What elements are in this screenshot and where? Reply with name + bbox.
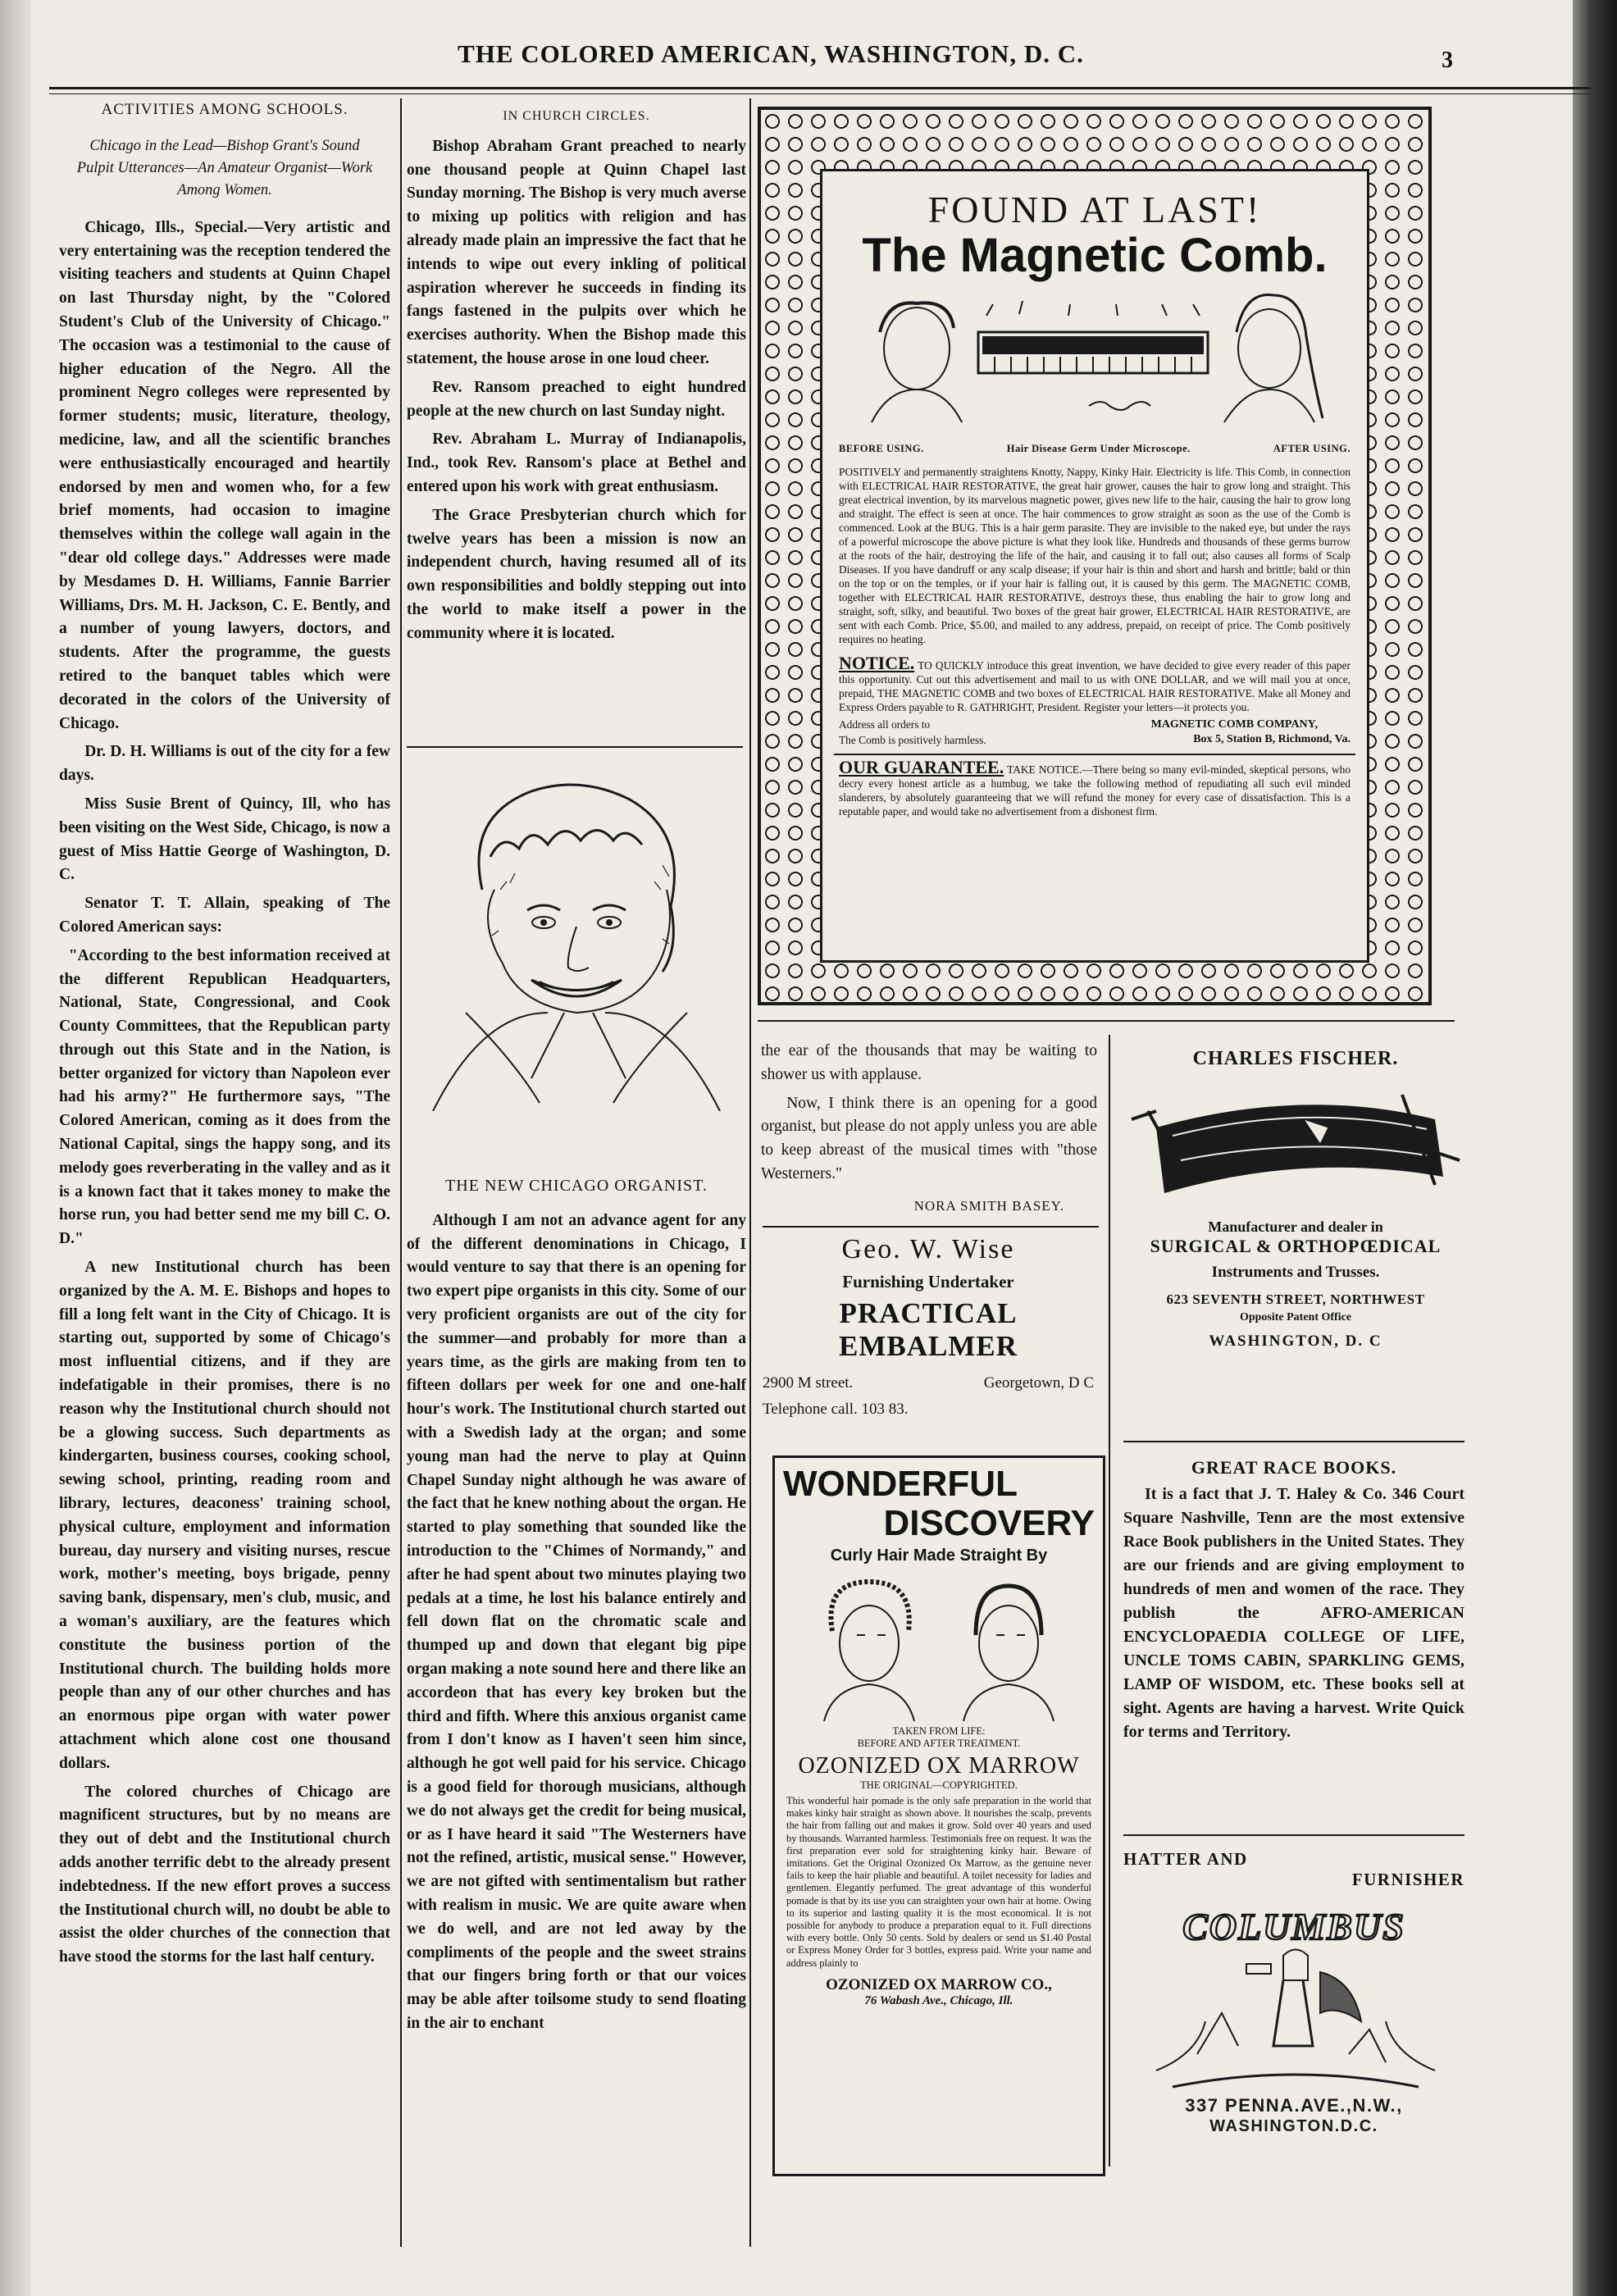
marrow-title-2: DISCOVERY (883, 1503, 1095, 1543)
article-head-schools: ACTIVITIES AMONG SCHOOLS. (101, 101, 348, 118)
comb-ad-headline: FOUND AT LAST! (927, 189, 1262, 230)
magnetic-comb-ad (820, 169, 1369, 963)
comb-ad-title: The Magnetic Comb. (862, 229, 1328, 282)
section-rule-fischer (1123, 1441, 1464, 1442)
comb-ad-body: POSITIVELY and permanently straightens Knotty, Nappy, Kinky Hair. Electricity is life. This Comb, in connection with ELECTRICAL HAIR RESTORATIVE, the great hair grower, causes the hair to grow long and straight. This great electrical invention, by its marvelous magnetic power, gives new life to the hair, causing the hair to grow long and straight. The effect is seen at once. The hair commences to grow straight as soon as the use of the Comb is commenced. Look at the BUG. This is a hair germ parasite. They are invisible to the naked eye, but under the rays of a powerful microscope the above picture is what they look like. Hundreds and thousands of these germs burrow at the roots of the hair, destroying the life of the hair, and causing it to fall out; also causes all forms of Scalp Diseases. If you have dandruff or any scalp disease; if your hair is thin and short and harsh and brittle; bald or thin on the top or on the temples, or if your hair is falling out, it is caused by this germ. The MAGNETIC COMB, together with ELECTRICAL HAIR RESTORATIVE, destroys these, thus enabling the hair to grow long and straight, soft, silky, and beautiful. Two boxes of the great hair grower, ELECTRICAL HAIR RESTORATIVE, are sent with each Comb. Price, $5.00, and mailed to any address, prepaid, on receipt of price. The Comb positively requires no heating. (839, 466, 1351, 645)
before-after-portraits (775, 1565, 1103, 1721)
fischer-addr1: 623 SEVENTH STREET, NORTHWEST (1166, 1292, 1425, 1307)
fischer-line3: Instruments and Trusses. (1211, 1264, 1380, 1281)
masthead-rule-thin (49, 93, 1591, 94)
paragraph: Now, I think there is an opening for a good organist, but please do not apply unless you are able to keep abreast of the musical times with "those Westerners." (761, 1094, 1097, 1182)
marrow-product: OZONIZED OX MARROW (798, 1753, 1080, 1779)
paragraph: the ear of the thousands that may be waiting to shower us with applause. (761, 1042, 1097, 1083)
paragraph: Rev. Ransom preached to eight hundred people at the new church on last Sunday night. (407, 378, 746, 420)
columbus-logo: COLUMBUS (1182, 1906, 1405, 1947)
paragraph: Senator T. T. Allain, speaking of The Colored American says: (59, 895, 390, 936)
fischer-ad (1123, 1048, 1468, 1351)
author-signature: NORA SMITH BASEY. (913, 1197, 1064, 1214)
section-rule-race (1123, 1834, 1464, 1836)
paragraph: Miss Susie Brent of Quincy, Ill, who has been visiting on the West Side, Chicago, is now a guest of Miss Hattie George of Washington, D. C. (59, 795, 390, 884)
article-head-church: IN CHURCH CIRCLES. (503, 109, 650, 123)
notice-text: TO QUICKLY introduce this great invention, we have decided to give every reader of this paper this opportunity. Cut out this advertisement and mail to us with ONE DOLLAR, and we will mail you at once, prepaid, THE MAGNETIC COMB and two boxes of ELECTRICAL HAIR RESTORATIVE. Make all Money and Express Orders payable to R. GATHRIGHT, President. Register your letters—it protects you. (839, 659, 1351, 713)
paragraph: The Grace Presbyterian church which for twelve years has been a mission is now an independent church, having resumed all of its own responsibilities and boldly stepping out into the world to make itself a power in the community where it is located. (407, 506, 746, 642)
label-after: AFTER USING. (1273, 443, 1351, 454)
company-box: Box 5, Station B, Richmond, Va. (1193, 733, 1351, 745)
marrow-img-caption (775, 1725, 1103, 1750)
wise-address (763, 1374, 1094, 1392)
marrow-copyright: THE ORIGINAL—COPYRIGHTED. (860, 1779, 1018, 1791)
column-organist (407, 1174, 746, 2041)
column-rule-2 (749, 98, 751, 2247)
column-rule-1 (400, 98, 402, 2247)
paragraph: Although I am not an advance agent for any of the different denominations in Chicago, I would venture to say that there is an opening for two expert pipe organists in this city. Some of our very proficient organists are out of the city for the summer—and probably for more than a years time, as the girls are making from ten to fifteen dollars per week for one and one-half hour's work. The Institutional church started out with a Swedish lady at the organ; and some young man had the nerve to play at Quinn Chapel Sunday night although he was aware of the fact that he knew nothing about the organ. He started to play something that sounded like the introduction to the "Chimes of Normandy," and after he had spent about two minutes playing two pedals at a time, he lost his balance entirely and fell down flat on the chromatic scale and thumped up and down that elegant big pipe organ making a note sound here and there like an accordeon that has every key broken but the third and fifth. Where this anxious organist came from I don't know as I haven't seen him since, although he got well paid for his service. Chicago is a good field for thorough musicians, although we do not always get the credit for being musical, or as I have heard it said "The Westerners have not the refined, artistic, musical sense." However, we are not gifted with sentimentalism but rather with realism in music. We are quite aware when we do well, and are not led away by the compliments of the people and the sweet strains that our fingers bring forth or that our voices may be able after toilsome study to send floating in the air to enchant (407, 1211, 746, 2032)
hatter-line2: FURNISHER (1351, 1870, 1464, 1889)
comb-ad-notice (839, 653, 1351, 714)
masthead-rule (49, 87, 1591, 89)
comb-ad-address (839, 718, 1351, 731)
paragraph: Dr. D. H. Williams is out of the city for a few days. (59, 743, 390, 785)
paragraph: "According to the best information received at the different Republican Headquarters, National, State, Congressional, and Cook County Committees, that the Republican party through out this State and in the Nation, is better organized for victory than Napoleon ever had his army?" He furthermore says, "The Colored American, coming as it does from the National Capital, sings the happy song, and its melody goes reverberating in the valley and as it is a known fact that it takes money to make the horse run, you had better send me my bill C. O. D." (59, 946, 390, 1248)
section-rule-wise (763, 1226, 1099, 1228)
harmless-note: The Comb is positively harmless. (839, 734, 986, 746)
label-germ: Hair Disease Germ Under Microscope. (1006, 443, 1191, 454)
section-rule-ads (758, 1020, 1455, 1022)
paragraph: Rev. Abraham L. Murray of Indianapolis, Ind., took Rev. Ransom's place at Bethel and entered upon his work with great enthusiasm. (407, 430, 746, 495)
marrow-address: 76 Wabash Ave., Chicago, Ill. (864, 1993, 1013, 2007)
page-number: 3 (1442, 48, 1453, 73)
fischer-line1: Manufacturer and dealer in (1208, 1219, 1383, 1235)
caption-line-1: TAKEN FROM LIFE: (892, 1725, 986, 1737)
marrow-company: OZONIZED OX MARROW CO., (826, 1975, 1052, 1993)
paragraph: Bishop Abraham Grant preached to nearly one thousand people at Quinn Chapel last Sunday morning. The Bishop is very much averse to mixing up politics with religion and has already made plain an impressive the fact that he intends to wipe out every inkling of political aspiration wherever he succeeds in finding its fangs fastened in the pulpits over which he exercises authority. When the Bishop made this statement, the house arose in one loud cheer. (407, 137, 746, 367)
fischer-addr2: Opposite Patent Office (1239, 1311, 1352, 1323)
race-books-body: It is a fact that J. T. Haley & Co. 346 Court Square Nashville, Tenn are the most extensive Race Book publishers in the United States. They are our friends and are giving employment to hundreds of men and women of the race. They publish the AFRO-AMERICAN ENCYCLOPAEDIA COLLEGE OF LIFE, UNCLE TOMS CABIN, SPARKLING GEMS, LAMP OF WISDOM, etc. These books sell at sight. Agents are having a harvest. Write Quick for terms and Territory. (1123, 1485, 1464, 1741)
wise-line1: Furnishing Undertaker (842, 1272, 1014, 1292)
guarantee-heading: OUR GUARANTEE. (839, 757, 1004, 777)
race-books-head: GREAT RACE BOOKS. (1191, 1457, 1397, 1478)
caption-line-2: BEFORE AND AFTER TREATMENT. (857, 1738, 1021, 1749)
page-gutter (0, 0, 31, 2296)
paragraph: The colored churches of Chicago are magnificent structures, but by no means are they out of debt and the Institutional church adds another terrific debt to the already present indebtedness. If the new effort proves a success the Institutional church will, no doubt be able to assist the older churches of the connection that have stood the storms for the last half century. (59, 1783, 390, 1966)
article-subhead-schools: Chicago in the Lead—Bishop Grant's Sound Pulpit Utterances—An Amateur Organist—Work Among Women. (76, 137, 373, 198)
column-church (407, 105, 746, 651)
section-rule (407, 746, 743, 748)
columbus-emblem (1123, 1890, 1464, 2136)
page-edge (1573, 0, 1617, 2296)
ox-marrow-ad (772, 1456, 1105, 2176)
wise-town: Georgetown, D C (983, 1374, 1094, 1392)
organist-portrait (417, 767, 736, 1111)
wise-name: Geo. W. Wise (841, 1234, 1015, 1264)
guarantee-text: TAKE NOTICE.—There being so many evil-minded, skeptical persons, who decry every honest article as a humbug, we take the following method of repudiating all such evil minded slanderers, by absolutely guaranteeing that we will refund the money for every case of dissatisfaction. This is a reputable paper, and would take no advertisement from a dishonest firm. (839, 763, 1351, 818)
column-organist-end (761, 1040, 1097, 1219)
wise-line2: PRACTICAL EMBALMER (839, 1297, 1018, 1362)
race-books-ad (1123, 1456, 1464, 1744)
hatter-city: WASHINGTON.D.C. (1209, 2117, 1378, 2135)
masthead: THE COLORED AMERICAN, WASHINGTON, D. C. (458, 39, 1084, 68)
label-before: BEFORE USING. (839, 443, 924, 454)
paragraph: A new Institutional church has been organized by the A. M. E. Bishops and hopes to fill a long felt want in the City of Chicago. It is starting out, supported by some of Chicago's most influential citizens, and if they are indefatigable in their promises, there is no reason why the Institutional church should not be a glowing success. Such departments as kindergarten, business courses, cooking school, sewing school, printing, reading room and library, lectures, deaconess' training school, physical culture, employment and information bureau, day nursery and visiting nurses, rescue work, mother's meeting, boys brigade, penny saving bank, dispensary, men's club, music, and a woman's auxiliary, are the features which constitute the business portion of the Institutional church. The building holds more people than any of our other churches and has an enormous pipe organ with water power attachment which alone cost one thousand dollars. (59, 1259, 390, 1772)
fischer-name: CHARLES FISCHER. (1192, 1048, 1399, 1069)
notice-heading: NOTICE. (839, 653, 915, 673)
comb-ad-guarantee (839, 757, 1351, 818)
comb-illustration (822, 283, 1367, 439)
fischer-city: WASHINGTON, D. C (1209, 1332, 1382, 1350)
hatter-line1: HATTER AND (1123, 1849, 1248, 1869)
comb-ad-address-2 (839, 733, 1351, 747)
hatter-address: 337 PENNA.AVE.,N.W., (1185, 2095, 1403, 2116)
wise-undertaker-ad (763, 1234, 1094, 1419)
hatter-ad (1123, 1849, 1464, 2141)
marrow-body: This wonderful hair pomade is the only safe preparation in the world that makes kinky hair straight as shown above. It nourishes the scalp, prevents the hair from falling out and makes it grow. Sold over 40 years and used by thousands. Warranted harmless. Testimonials free on request. It was the first preparation ever sold for straightening kinky hair. Beware of imitations. Get the Original Ozonized Ox Marrow, as the genuine never fails to keep the hair pliable and beautiful. A toilet necessity for ladies and gentlemen. Elegantly perfumed. The great advantage of this wonderful pomade is that by its use you can straighten your own hair at home. Owing to its superior and lasting quality it is the most economical. It is not possible for anybody to produce a preparation equal to it. Full directions with every bottle. Only 50 cents. Sold by dealers or send us $1.40 Postal or Express Money Order for 3 bottles, express paid. Write your name and address plainly to (786, 1795, 1091, 1969)
column-schools (59, 98, 390, 1975)
address-line: Address all orders to (839, 718, 931, 731)
marrow-subtitle: Curly Hair Made Straight By (830, 1547, 1048, 1565)
wise-phone: Telephone call. 103 83. (763, 1401, 909, 1418)
fischer-line2: SURGICAL & ORTHOPŒDICAL (1150, 1236, 1442, 1256)
illustration-caption: THE NEW CHICAGO ORGANIST. (445, 1177, 708, 1195)
wise-street: 2900 M street. (763, 1374, 854, 1392)
column-rule-3 (1109, 1035, 1110, 2166)
marrow-title-1: WONDERFUL (783, 1464, 1018, 1504)
paragraph: Chicago, Ills., Special.—Very artistic and very entertaining was the reception tendered the visiting teachers and students at Quinn Chapel on last Thursday night, by the "Colored Student's Club of the University of Chicago." The occasion was a testimonial to the cause of higher education of the Negro. All the prominent Negro colleges were represented by former students; music, literature, theology, medicine, law, and all the scientific branches were enthusiastically encouraged and heartily endorsed by men and women who, for a few brief moments, had occasion to imagine themselves within the college wall again in the "dear old college days." Addresses were made by Mesdames D. H. Williams, Fannie Barrier Williams, Drs. M. H. Jackson, C. E. Bently, and a number of young lawyers, doctors, and students. After the programme, the guests retired to the banquet tables which were decorated in the colors of the University of Chicago. (59, 218, 390, 732)
company-name: MAGNETIC COMB COMPANY, (1150, 718, 1318, 731)
truss-illustration (1123, 1070, 1468, 1210)
comb-labels (839, 443, 1351, 455)
